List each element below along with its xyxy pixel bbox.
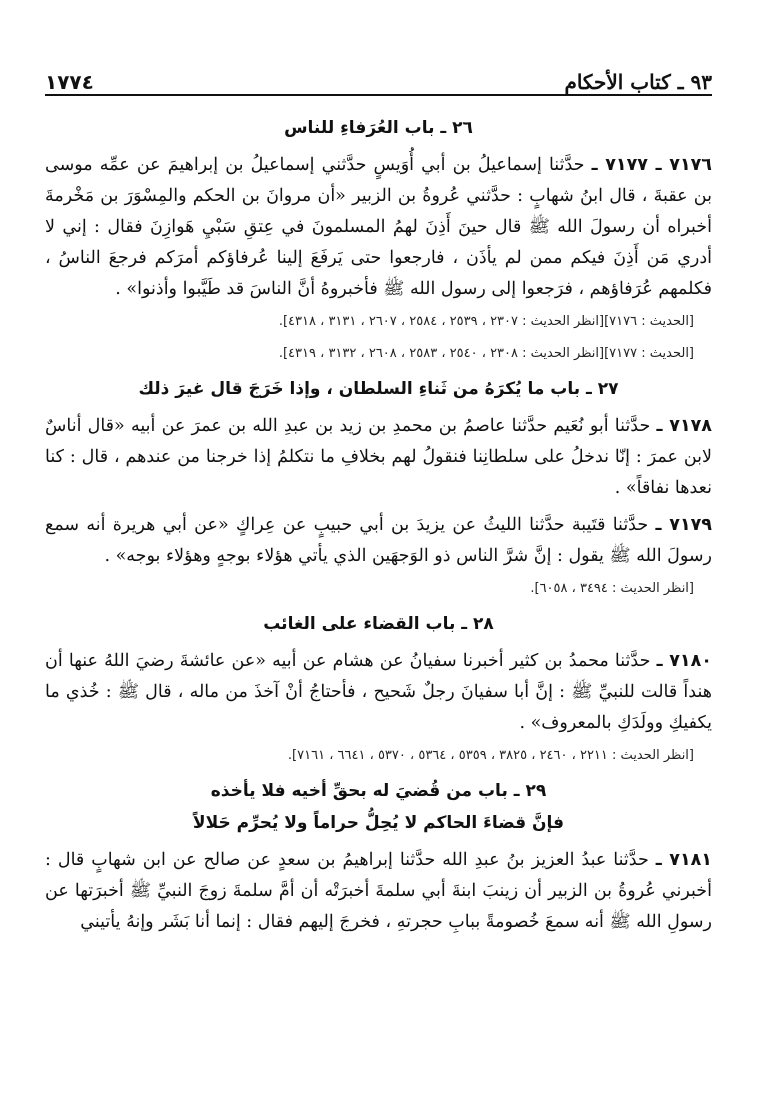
hadith-number: ٧١٧٩ ـ xyxy=(655,515,712,535)
hadith-text: حدَّثنا أبو نُعَيم حدَّثنا عاصمُ بن محمدِ بن زيد بن عبدِ الله بن عمرَ عن أبيه «قال أناسٌ لابن عمرَ : إنّا ندخلُ على سلطانِنا فنقولُ لهم بخلافِ ما نتكلمُ إذا خرجنا من عندهم ، قال : كنا نعدها نفاقاً» . xyxy=(45,416,712,498)
hadith-reference: [انظر الحديث : ٣٤٩٤ ، ٦٠٥٨]. xyxy=(530,581,694,596)
chapter-heading: ٢٧ ـ باب ما يُكرَهُ من ثَناءِ السلطان ، وإذا خَرَجَ قال غيرَ ذلك xyxy=(138,379,619,399)
hadith-number: ٧١٨١ ـ xyxy=(655,850,712,870)
chapter-heading: ٢٩ ـ باب من قُضيَ له بحقِّ أخيه فلا يأخذه xyxy=(210,781,547,801)
hadith-reference: [الحديث : ٧١٧٦][انظر الحديث : ٢٣٠٧ ، ٢٥٣٩ ، ٢٥٨٤ ، ٢٦٠٧ ، ٣١٣١ ، ٤٣١٨]. xyxy=(278,314,694,329)
hadith-reference: [الحديث : ٧١٧٧][انظر الحديث : ٢٣٠٨ ، ٢٥٤٠ ، ٢٥٨٣ ، ٢٦٠٨ ، ٣١٣٢ ، ٤٣١٩]. xyxy=(278,346,694,361)
chapter-subheading: فإنَّ قضاءَ الحاكم لا يُحِلُّ حراماً ولا يُحرِّم حَلالاً xyxy=(192,813,565,833)
chapter-heading: ٢٦ ـ باب العُرَفاءِ للناس xyxy=(284,118,473,138)
running-header xyxy=(45,62,712,96)
hadith-paragraph xyxy=(45,411,712,504)
hadith-paragraph xyxy=(45,646,712,739)
hadith-number: ٧١٧٨ ـ xyxy=(656,416,712,436)
hadith-paragraph xyxy=(45,510,712,572)
page-content xyxy=(45,108,712,1098)
book-title: ٩٣ ـ كتاب الأحكام xyxy=(564,70,712,94)
hadith-number: ٧١٧٦ ـ ٧١٧٧ ـ xyxy=(591,155,712,175)
hadith-text: حدَّثنا قتَيبة حدَّثنا الليثُ عن يزيدَ بن أبي حبيبٍ عن عِراكٍ «عن أبي هريرة أنه سمع رسولَ الله ﷺ يقول : إنَّ شرَّ الناس ذو الوَجهَين الذي يأتي هؤلاء بوجهٍ وهؤلاء بوجه» . xyxy=(45,515,712,566)
hadith-text: حدَّثنا محمدُ بن كثير أخبرنا سفيانُ عن هشام عن أبيه «عن عائشةَ رضيَ اللهُ عنها أن هنداً قالت للنبيِّ ﷺ : إنَّ أبا سفيانَ رجلٌ شَحيح ، فأحتاجُ أنْ آخذَ من ماله ، قال ﷺ : خُذي ما يكفيكِ وولَدَكِ بالمعروف» . xyxy=(45,651,712,733)
hadith-reference: [انظر الحديث : ٢٢١١ ، ٢٤٦٠ ، ٣٨٢٥ ، ٥٣٥٩ ، ٥٣٦٤ ، ٥٣٧٠ ، ٦٦٤١ ، ٧١٦١]. xyxy=(287,748,694,763)
hadith-text: حدَّثنا إسماعيلُ بن أبي أُوَيسٍ حدَّثني إسماعيلُ بن إبراهيمَ عن عمِّه موسى بن عقبةَ ، قال ابنُ شهابٍ : حدَّثني عُروةُ بن الزبير «أن مروانَ بن الحكم والمِسْوَرَ بن مَخْرمةَ أخبراه أن رسولَ الله ﷺ قال حينَ أَذِنَ لهمُ المسلمونَ في عِتقِ سَبْيِ هَوازِنَ فقال : إني لا أدري مَن أَذِنَ فيكم ممن لم يأذَن ، فارجعوا حتى يَرفَعَ إلينا عُرفاؤكم أمرَكم فرجعَ الناسُ ، فكلمهم عُرَفاؤهم ، فرَجعوا إلى رسول الله ﷺ فأخبروهُ أنَّ الناسَ قد طَيَّبوا وأذنوا» . xyxy=(45,155,712,299)
hadith-paragraph xyxy=(45,845,712,938)
hadith-number: ٧١٨٠ ـ xyxy=(656,651,712,671)
hadith-paragraph xyxy=(45,150,712,305)
chapter-heading: ٢٨ ـ باب القضاء على الغائب xyxy=(263,614,494,634)
hadith-text: حدَّثنا عبدُ العزيز بنُ عبدِ الله حدَّثنا إبراهيمُ بن سعدٍ عن صالح عن ابن شهابٍ قال : أخبرني عُروةُ بن الزبير أن زينبَ ابنةَ أبي سلمةَ أخبرَتْه أن أمَّ سلمةَ زوجَ النبيِّ ﷺ أخبرَتها عن رسولِ الله ﷺ أنه سمعَ خُصومةً ببابِ حجرتهِ ، فخرجَ إليهم فقال : إنما أنا بَشَر وإنهُ يأتيني xyxy=(45,850,712,932)
page-number: ١٧٧٤ xyxy=(45,70,94,94)
